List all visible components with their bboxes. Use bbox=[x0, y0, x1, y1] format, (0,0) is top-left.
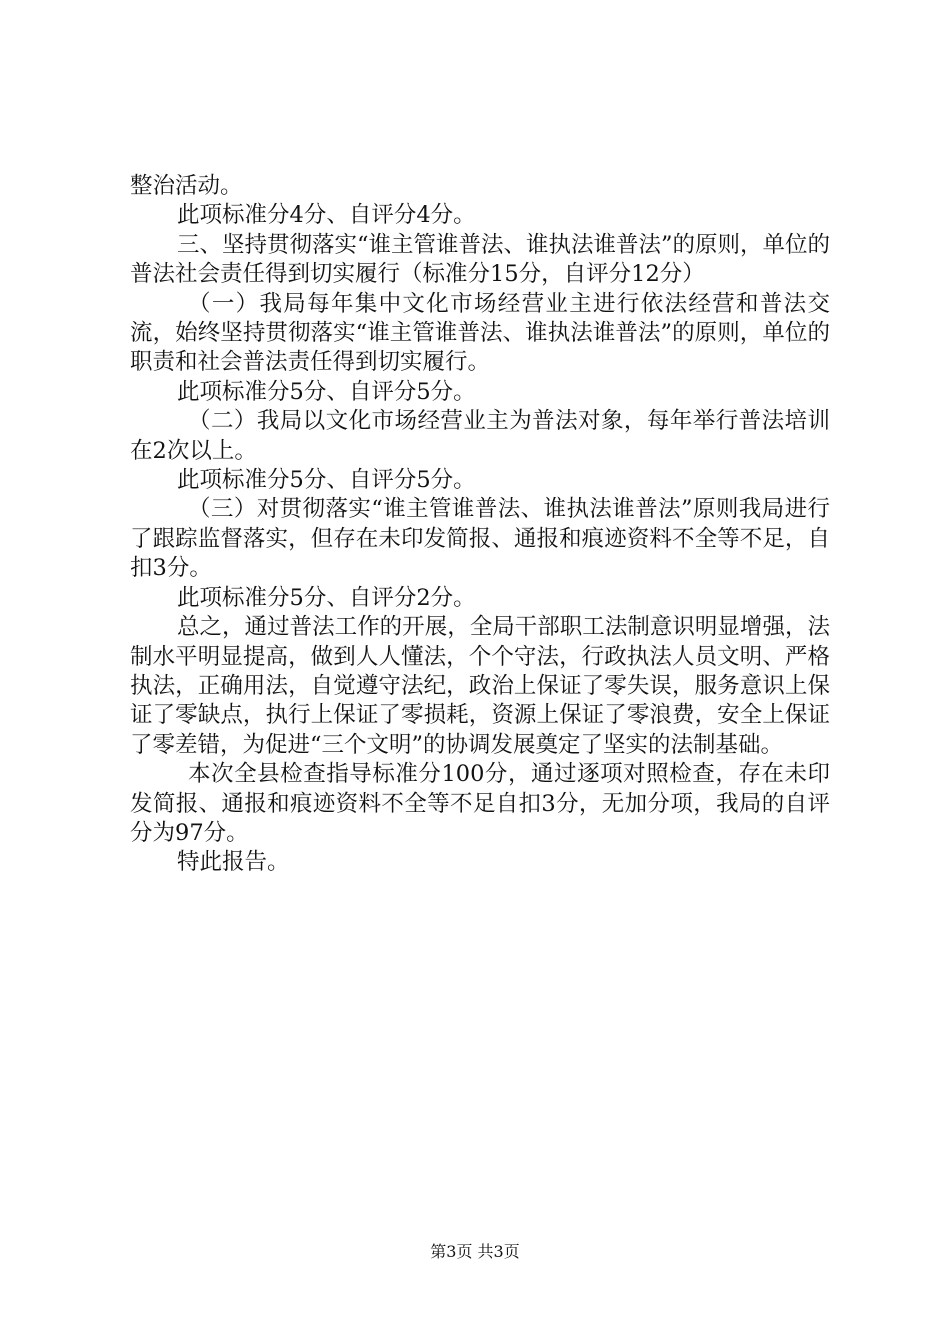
paragraph: 本次全县检查指导标准分100分，通过逐项对照检查，存在未印发简报、通报和痕迹资料不全等不足自扣3分，无加分项，我局的自评分为97分。 bbox=[130, 761, 830, 846]
paragraph: 整治活动。 bbox=[130, 173, 243, 199]
paragraph: 此项标准分5分、自评分5分。 bbox=[177, 467, 476, 494]
document-body bbox=[130, 172, 830, 878]
paragraph: 此项标准分5分、自评分2分。 bbox=[177, 584, 476, 611]
paragraph: 此项标准分4分、自评分4分。 bbox=[177, 202, 476, 229]
paragraph: 此项标准分5分、自评分5分。 bbox=[177, 378, 476, 405]
page-number: 第3页 共3页 bbox=[430, 1242, 520, 1261]
paragraph: （二）我局以文化市场经营业主为普法对象，每年举行普法培训在2次以上。 bbox=[130, 408, 830, 464]
paragraph: 总之，通过普法工作的开展，全局干部职工法制意识明显增强，法制水平明显提高，做到人人懂法，个个守法，行政执法人员文明、严格执法，正确用法，自觉遵守法纪，政治上保证了零失误，服务意识上保证了零缺点，执行上保证了零损耗，资源上保证了零浪费，安全上保证了零差错，为促进“三个文明”的协调发展奠定了坚实的法制基础。 bbox=[130, 614, 830, 758]
closing-line: 特此报告。 bbox=[177, 849, 290, 876]
page-footer bbox=[0, 1242, 950, 1262]
paragraph: （一）我局每年集中文化市场经营业主进行依法经营和普法交流，始终坚持贯彻落实“谁主管谁普法、谁执法谁普法”的原则，单位的职责和社会普法责任得到切实履行。 bbox=[130, 290, 830, 376]
paragraph: （三）对贯彻落实“谁主管谁普法、谁执法谁普法”原则我局进行了跟踪监督落实，但存在未印发简报、通报和痕迹资料不全等不足，自扣3分。 bbox=[130, 496, 830, 582]
section-heading: 三、坚持贯彻落实“谁主管谁普法、谁执法谁普法”的原则，单位的普法社会责任得到切实履行（标准分15分，自评分12分） bbox=[130, 231, 831, 288]
